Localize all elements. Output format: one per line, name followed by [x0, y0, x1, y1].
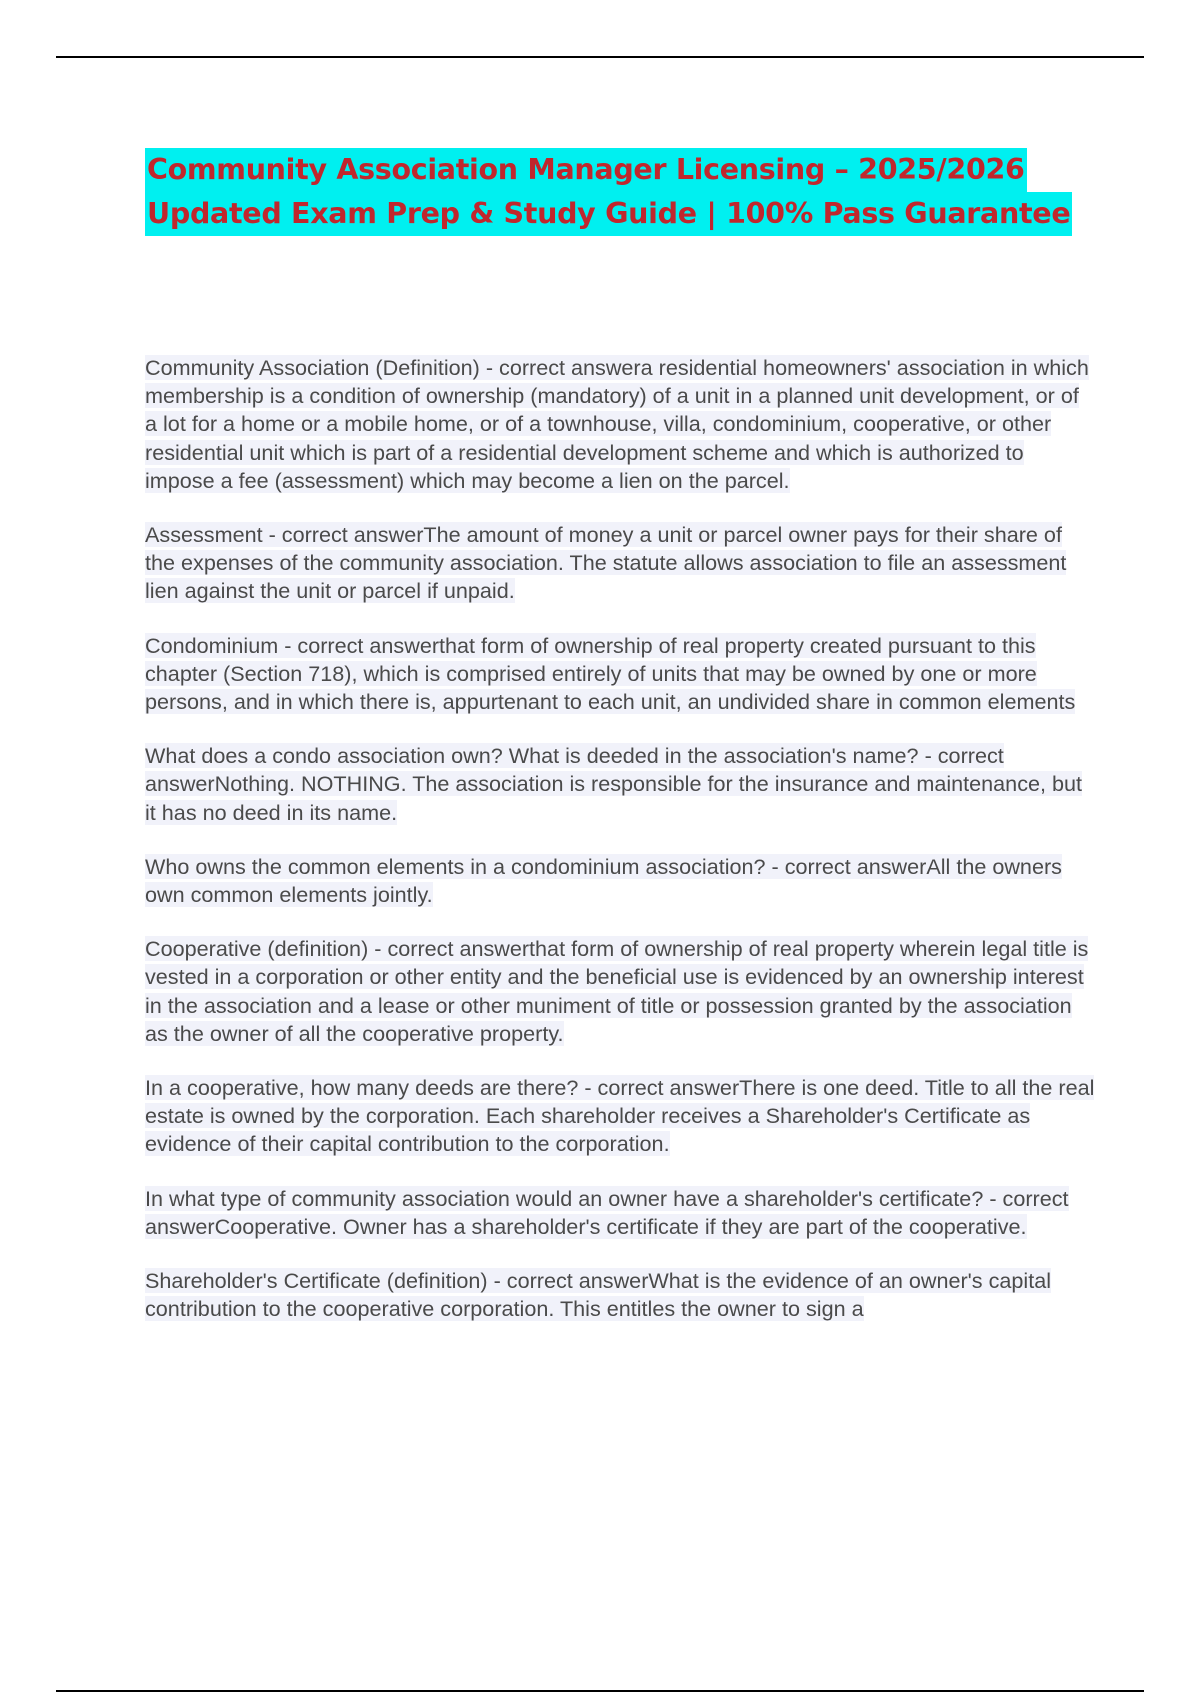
entry-text: Who owns the common elements in a condominium association? - correct answerAll the owners own common elements jointly. [145, 853, 1062, 908]
entry-shareholder-certificate-type [145, 1185, 1095, 1241]
entry-condominium [145, 632, 1095, 717]
entry-cooperative-definition [145, 935, 1095, 1048]
document-title [145, 148, 1071, 236]
entry-assessment [145, 521, 1095, 606]
entry-text: What does a condo association own? What is deeded in the association's name? - correct answerNothing. NOTHING. The association is responsible for the insurance and maintenance, but it has no deed in its name. [145, 743, 1083, 825]
title-line-2: Updated Exam Prep & Study Guide | 100% Pass Guarantee [145, 192, 1072, 236]
top-rule [56, 56, 1144, 58]
entry-text: In a cooperative, how many deeds are there? - correct answerThere is one deed. Title to all the real estate is owned by the corporation. Each shareholder receives a Shareholder's Certificate as evidence of their capital contribution to the corporation. [145, 1075, 1095, 1157]
entry-text: Condominium - correct answerthat form of ownership of real property created pursuant to this chapter (Section 718), which is comprised entirely of units that may be owned by one or more persons, and in which there is, appurtenant to each unit, an undivided share in common elements [145, 632, 1076, 715]
title-line-1: Community Association Manager Licensing – 2025/2026 [145, 148, 1027, 192]
entry-text: Shareholder's Certificate (definition) - correct answerWhat is the evidence of an owner's capital contribution to the cooperative corporation. This entitles the owner to sign a [145, 1268, 1052, 1322]
entry-text: Assessment - correct answerThe amount of money a unit or parcel owner pays for their share of the expenses of the community association. The statute allows association to file an assessment lien against the unit or parcel if unpaid. [145, 522, 1067, 604]
bottom-rule [56, 1690, 1144, 1692]
entry-community-association [145, 354, 1095, 495]
entry-common-elements-owner [145, 853, 1095, 909]
entry-condo-association-own [145, 742, 1095, 827]
entry-cooperative-deeds [145, 1074, 1095, 1159]
entry-text: In what type of community association would an owner have a shareholder's certificate? - correct answerCooperative. Owner has a shareholder's certificate if they are part of the cooperative. [145, 1185, 1069, 1239]
document-body [145, 354, 1095, 1349]
entry-text: Community Association (Definition) - correct answera residential homeowners' association in which membership is a condition of ownership (mandatory) of a unit in a planned unit development, or of a lot for a home or a mobile home, or of a townhouse, villa, condominium, cooperative, or other residential unit which is part of a residential development scheme and which is authorized to impose a fee (assessment) which may become a lien on the parcel. [145, 355, 1089, 493]
entry-text: Cooperative (definition) - correct answerthat form of ownership of real property wherein legal title is vested in a corporation or other entity and the beneficial use is evidenced by an ownership interest in the association and a lease or other muniment of title or possession granted by the association as the owner of all the cooperative property. [145, 936, 1089, 1046]
entry-shareholder-certificate-definition [145, 1267, 1095, 1323]
